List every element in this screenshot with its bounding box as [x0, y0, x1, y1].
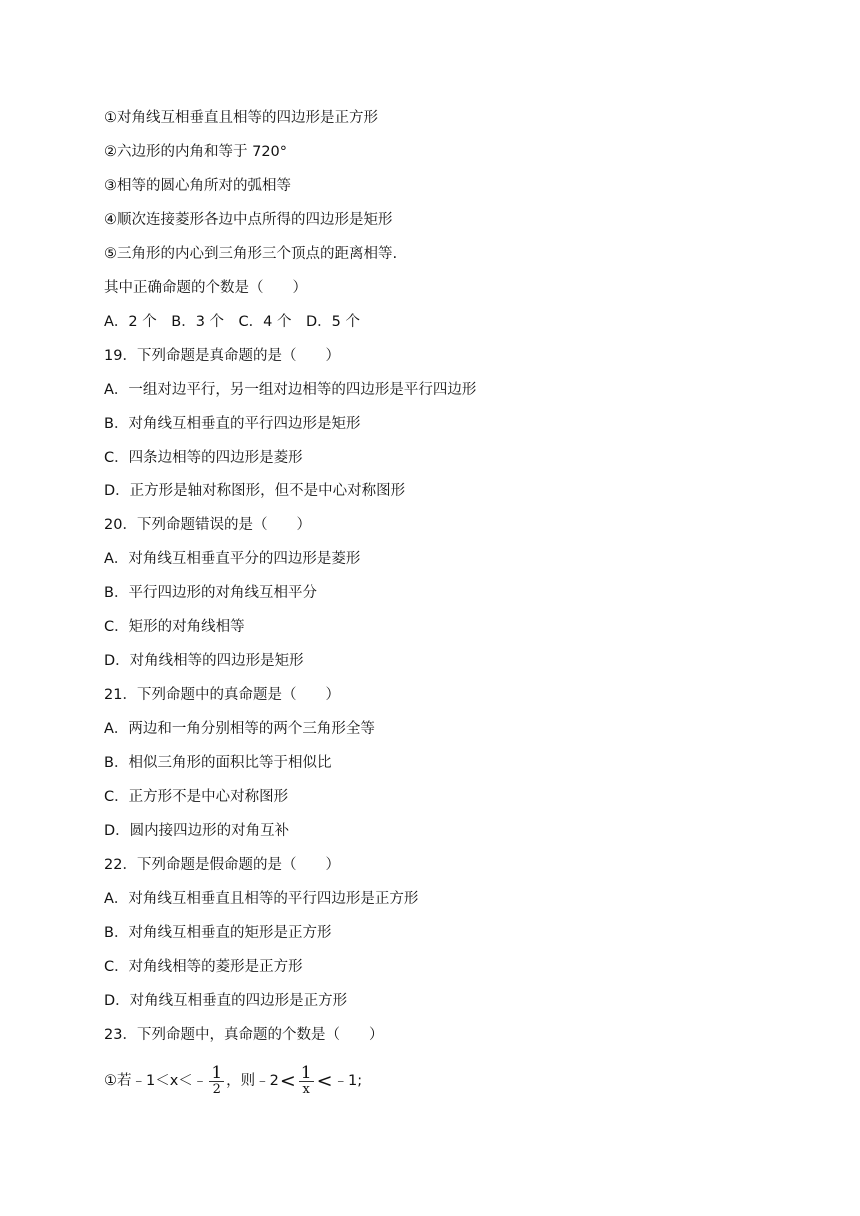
text-line: D．圆内接四边形的对角互补	[104, 823, 290, 839]
text-line: C．矩形的对角线相等	[104, 619, 245, 635]
text-line: ④顺次连接菱形各边中点所得的四边形是矩形	[104, 212, 393, 228]
text-line: C．正方形不是中心对称图形	[104, 789, 289, 805]
text-line: ②六边形的内角和等于 720°	[104, 144, 288, 160]
text-line: B．对角线互相垂直的平行四边形是矩形	[104, 416, 361, 432]
fraction-numerator: 1	[300, 1062, 312, 1083]
math-suffix: ﹣1;	[333, 1073, 363, 1089]
math-middle: ，则﹣2	[226, 1073, 279, 1089]
fraction-one-half	[209, 1062, 224, 1097]
text-line: A．2 个 B．3 个 C．4 个 D．5 个	[104, 314, 360, 330]
text-line: 19．下列命题是真命题的是（ ）	[104, 348, 340, 364]
fraction-denominator: 2	[212, 1081, 221, 1097]
text-line: D．正方形是轴对称图形，但不是中心对称图形	[104, 483, 406, 499]
text-line: 20．下列命题错误的是（ ）	[104, 517, 311, 533]
text-line: A．对角线互相垂直平分的四边形是菱形	[104, 551, 361, 567]
math-statement	[104, 1063, 362, 1099]
text-line: D．对角线互相垂直的四边形是正方形	[104, 993, 348, 1009]
less-than-sign: <	[279, 1070, 296, 1092]
fraction-denominator: x	[302, 1081, 310, 1097]
text-line: A．两边和一角分别相等的两个三角形全等	[104, 721, 375, 737]
fraction-one-over-x	[299, 1062, 314, 1097]
text-line: B．相似三角形的面积比等于相似比	[104, 755, 332, 771]
text-line: 22．下列命题是假命题的是（ ）	[104, 857, 340, 873]
text-line: ①对角线互相垂直且相等的四边形是正方形	[104, 110, 378, 126]
inequality-expression	[104, 1063, 362, 1099]
text-line: ⑤三角形的内心到三角形三个顶点的距离相等.	[104, 246, 398, 262]
text-line: C．对角线相等的菱形是正方形	[104, 959, 303, 975]
less-than-sign: <	[316, 1070, 333, 1092]
fraction-numerator: 1	[211, 1062, 223, 1083]
text-line: A．一组对边平行，另一组对边相等的四边形是平行四边形	[104, 382, 477, 398]
text-line: C．四条边相等的四边形是菱形	[104, 450, 303, 466]
text-line: 21．下列命题中的真命题是（ ）	[104, 687, 340, 703]
text-line: ③相等的圆心角所对的弧相等	[104, 178, 291, 194]
text-line: D．对角线相等的四边形是矩形	[104, 653, 304, 669]
math-prefix: ①若﹣1＜x＜﹣	[104, 1073, 208, 1089]
text-line: A．对角线互相垂直且相等的平行四边形是正方形	[104, 891, 419, 907]
text-line: 23．下列命题中，真命题的个数是（ ）	[104, 1027, 384, 1043]
text-line: B．平行四边形的对角线互相平分	[104, 585, 317, 601]
text-line: 其中正确命题的个数是（ ）	[104, 280, 307, 296]
text-line: B．对角线互相垂直的矩形是正方形	[104, 925, 332, 941]
